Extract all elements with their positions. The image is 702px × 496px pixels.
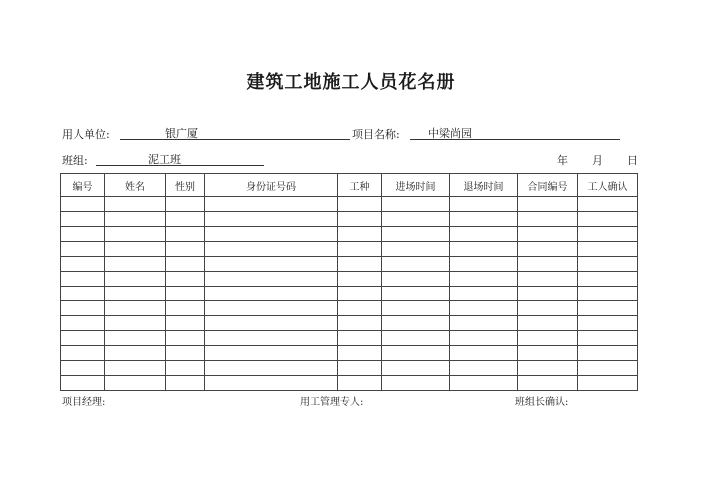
table-cell[interactable] bbox=[105, 331, 166, 346]
table-cell[interactable] bbox=[61, 376, 105, 391]
table-cell[interactable] bbox=[450, 361, 518, 376]
col-header-exit-date: 退场时间 bbox=[450, 174, 518, 197]
project-value: 中梁尚园 bbox=[428, 127, 472, 140]
table-cell[interactable] bbox=[166, 316, 205, 331]
table-cell[interactable] bbox=[61, 301, 105, 316]
table-cell[interactable] bbox=[205, 316, 338, 331]
table-cell[interactable] bbox=[450, 331, 518, 346]
labor-manager-label: 用工管理专人: bbox=[300, 397, 364, 408]
table-cell[interactable] bbox=[518, 271, 578, 286]
table-cell[interactable] bbox=[61, 197, 105, 212]
table-cell[interactable] bbox=[338, 346, 382, 361]
table-cell[interactable] bbox=[382, 331, 450, 346]
employer-value: 银广厦 bbox=[165, 127, 198, 140]
table-cell[interactable] bbox=[205, 346, 338, 361]
table-row bbox=[61, 346, 638, 361]
table-cell[interactable] bbox=[382, 256, 450, 271]
table-cell[interactable] bbox=[338, 376, 382, 391]
table-row bbox=[61, 286, 638, 301]
roster-body bbox=[61, 197, 638, 391]
table-cell[interactable] bbox=[518, 256, 578, 271]
table-cell[interactable] bbox=[205, 376, 338, 391]
table-cell[interactable] bbox=[105, 316, 166, 331]
table-cell[interactable] bbox=[578, 271, 638, 286]
table-cell[interactable] bbox=[578, 241, 638, 256]
table-cell[interactable] bbox=[578, 376, 638, 391]
table-cell[interactable] bbox=[166, 331, 205, 346]
table-cell[interactable] bbox=[338, 271, 382, 286]
table-cell[interactable] bbox=[578, 211, 638, 226]
table-cell[interactable] bbox=[382, 271, 450, 286]
table-cell[interactable] bbox=[105, 197, 166, 212]
table-cell[interactable] bbox=[166, 226, 205, 241]
table-cell[interactable] bbox=[450, 241, 518, 256]
table-cell[interactable] bbox=[450, 271, 518, 286]
table-cell[interactable] bbox=[61, 256, 105, 271]
table-cell[interactable] bbox=[450, 256, 518, 271]
table-cell[interactable] bbox=[61, 271, 105, 286]
table-cell[interactable] bbox=[338, 226, 382, 241]
table-header-row bbox=[61, 174, 638, 197]
table-row bbox=[61, 316, 638, 331]
team-leader-label: 班组长确认: bbox=[515, 397, 569, 408]
project-manager-label: 项目经理: bbox=[62, 397, 106, 408]
table-cell[interactable] bbox=[382, 316, 450, 331]
table-cell[interactable] bbox=[205, 271, 338, 286]
table-cell[interactable] bbox=[166, 346, 205, 361]
table-row bbox=[61, 301, 638, 316]
table-cell[interactable] bbox=[105, 376, 166, 391]
team-value: 泥工班 bbox=[148, 153, 181, 166]
table-cell[interactable] bbox=[518, 211, 578, 226]
table-cell[interactable] bbox=[105, 361, 166, 376]
table-cell[interactable] bbox=[518, 331, 578, 346]
table-cell[interactable] bbox=[338, 197, 382, 212]
col-header-entry-date: 进场时间 bbox=[382, 174, 450, 197]
col-header-id-number: 身份证号码 bbox=[205, 174, 338, 197]
table-cell[interactable] bbox=[166, 376, 205, 391]
col-header-number: 编号 bbox=[61, 174, 105, 197]
col-header-worker-confirm: 工人确认 bbox=[578, 174, 638, 197]
col-header-gender: 性别 bbox=[166, 174, 205, 197]
table-cell[interactable] bbox=[518, 197, 578, 212]
table-cell[interactable] bbox=[382, 361, 450, 376]
table-cell[interactable] bbox=[338, 241, 382, 256]
employer-label: 用人单位: bbox=[62, 128, 110, 141]
col-header-name: 姓名 bbox=[105, 174, 166, 197]
table-cell[interactable] bbox=[166, 271, 205, 286]
table-cell[interactable] bbox=[338, 211, 382, 226]
table-row bbox=[61, 226, 638, 241]
table-cell[interactable] bbox=[166, 197, 205, 212]
table-cell[interactable] bbox=[166, 211, 205, 226]
table-cell[interactable] bbox=[338, 256, 382, 271]
table-cell[interactable] bbox=[382, 301, 450, 316]
table-cell[interactable] bbox=[61, 226, 105, 241]
table-cell[interactable] bbox=[578, 197, 638, 212]
table-cell[interactable] bbox=[578, 256, 638, 271]
table-cell[interactable] bbox=[450, 197, 518, 212]
table-cell[interactable] bbox=[105, 256, 166, 271]
table-row bbox=[61, 376, 638, 391]
col-header-trade: 工种 bbox=[338, 174, 382, 197]
table-cell[interactable] bbox=[105, 286, 166, 301]
table-cell[interactable] bbox=[166, 301, 205, 316]
table-cell[interactable] bbox=[518, 376, 578, 391]
table-cell[interactable] bbox=[105, 271, 166, 286]
table-cell[interactable] bbox=[105, 226, 166, 241]
table-row bbox=[61, 361, 638, 376]
table-cell[interactable] bbox=[338, 361, 382, 376]
table-cell[interactable] bbox=[382, 286, 450, 301]
table-cell[interactable] bbox=[450, 346, 518, 361]
table-cell[interactable] bbox=[518, 346, 578, 361]
table-cell[interactable] bbox=[338, 331, 382, 346]
table-cell[interactable] bbox=[105, 301, 166, 316]
table-row bbox=[61, 331, 638, 346]
table-cell[interactable] bbox=[450, 286, 518, 301]
table-cell[interactable] bbox=[338, 301, 382, 316]
table-cell[interactable] bbox=[166, 241, 205, 256]
table-cell[interactable] bbox=[450, 211, 518, 226]
table-cell[interactable] bbox=[105, 241, 166, 256]
table-cell[interactable] bbox=[578, 301, 638, 316]
table-cell[interactable] bbox=[61, 211, 105, 226]
table-row bbox=[61, 256, 638, 271]
table-cell[interactable] bbox=[578, 226, 638, 241]
table-cell[interactable] bbox=[61, 361, 105, 376]
table-cell[interactable] bbox=[61, 316, 105, 331]
table-cell[interactable] bbox=[382, 226, 450, 241]
table-cell[interactable] bbox=[450, 301, 518, 316]
table-cell[interactable] bbox=[205, 331, 338, 346]
table-cell[interactable] bbox=[578, 346, 638, 361]
table-row bbox=[61, 211, 638, 226]
table-cell[interactable] bbox=[61, 286, 105, 301]
table-cell[interactable] bbox=[338, 316, 382, 331]
table-cell[interactable] bbox=[518, 226, 578, 241]
table-cell[interactable] bbox=[205, 361, 338, 376]
table-cell[interactable] bbox=[205, 197, 338, 212]
table-cell[interactable] bbox=[166, 361, 205, 376]
table-cell[interactable] bbox=[450, 226, 518, 241]
table-cell[interactable] bbox=[205, 241, 338, 256]
table-cell[interactable] bbox=[205, 256, 338, 271]
table-cell[interactable] bbox=[61, 346, 105, 361]
date-month: 月 bbox=[592, 154, 603, 167]
table-row bbox=[61, 241, 638, 256]
table-cell[interactable] bbox=[578, 361, 638, 376]
table-cell[interactable] bbox=[450, 316, 518, 331]
page-title: 建筑工地施工人员花名册 bbox=[246, 72, 456, 93]
table-cell[interactable] bbox=[518, 361, 578, 376]
table-cell[interactable] bbox=[518, 286, 578, 301]
table-cell[interactable] bbox=[61, 331, 105, 346]
table-cell[interactable] bbox=[518, 316, 578, 331]
table-cell[interactable] bbox=[105, 211, 166, 226]
table-cell[interactable] bbox=[166, 256, 205, 271]
roster-table bbox=[60, 173, 638, 391]
table-cell[interactable] bbox=[518, 241, 578, 256]
date-year: 年 bbox=[557, 154, 568, 167]
table-cell[interactable] bbox=[205, 211, 338, 226]
table-cell[interactable] bbox=[518, 301, 578, 316]
table-cell[interactable] bbox=[205, 301, 338, 316]
table-cell[interactable] bbox=[382, 241, 450, 256]
table-cell[interactable] bbox=[382, 197, 450, 212]
table-cell[interactable] bbox=[382, 376, 450, 391]
table-cell[interactable] bbox=[578, 286, 638, 301]
table-cell[interactable] bbox=[105, 346, 166, 361]
table-cell[interactable] bbox=[338, 286, 382, 301]
table-row bbox=[61, 197, 638, 212]
table-cell[interactable] bbox=[205, 286, 338, 301]
table-cell[interactable] bbox=[205, 226, 338, 241]
table-row bbox=[61, 271, 638, 286]
table-cell[interactable] bbox=[61, 241, 105, 256]
table-cell[interactable] bbox=[382, 211, 450, 226]
project-label: 项目名称: bbox=[352, 128, 400, 141]
col-header-contract-number: 合同编号 bbox=[518, 174, 578, 197]
date-day: 日 bbox=[627, 154, 638, 167]
employer-underline bbox=[120, 139, 350, 140]
table-cell[interactable] bbox=[578, 331, 638, 346]
table-cell[interactable] bbox=[578, 316, 638, 331]
team-label: 班组: bbox=[62, 154, 88, 167]
table-cell[interactable] bbox=[450, 376, 518, 391]
table-cell[interactable] bbox=[166, 286, 205, 301]
table-cell[interactable] bbox=[382, 346, 450, 361]
